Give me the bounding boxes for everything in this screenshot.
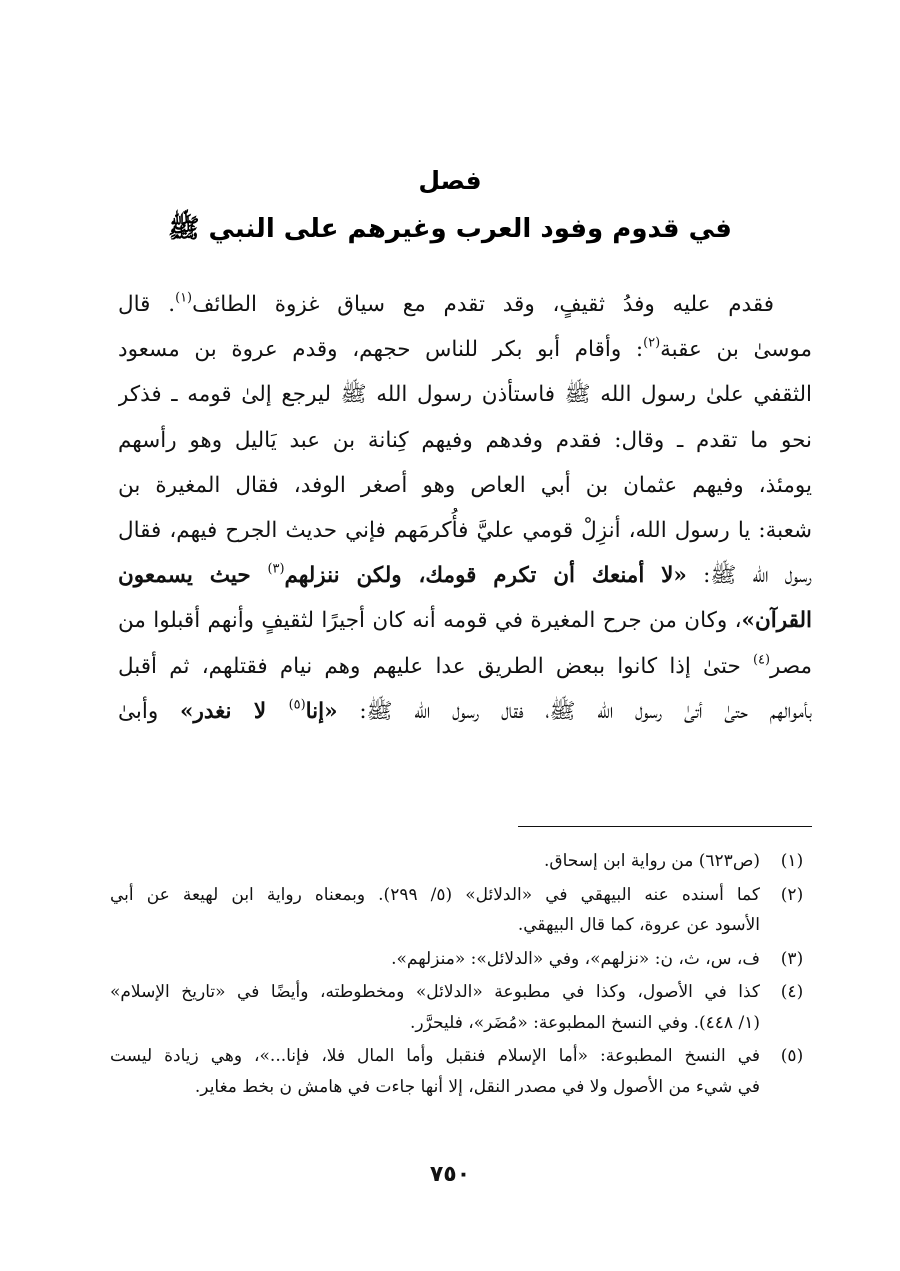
body-line: يومئذ، وفيهم عثمان بن أبي العاص وهو أصغر الوفد، فقال المغيرة بن	[118, 472, 812, 498]
footnote-number: (١)	[780, 851, 804, 871]
body-line: الثقفي علىٰ رسول الله ﷺ فاستأذن رسول الله ﷺ ليرجع إلىٰ قومه ـ فذكر	[118, 382, 812, 408]
footnote-number: (٥)	[780, 1046, 804, 1066]
body-line: بأموالهم حتىٰ أتىٰ رسول الله ﷺ، فقال رسول الله ﷺ: «إنا$^{(٥)}$ لا نغدر» وأبىٰ	[118, 697, 812, 724]
body-line: القرآن»، وكان من جرح المغيرة في قومه أنه كان أجيرًا لثقيفٍ وأنهم أقبلوا من	[118, 608, 812, 634]
footnote-3	[110, 944, 812, 975]
hadith-quote: «إنا	[305, 698, 338, 724]
footnotes	[110, 846, 812, 1102]
body-line: مصر$^{(٤)}$ حتىٰ إذا كانوا ببعض الطريق عدا عليهم وهم نيام فقتلهم، ثم أقبل	[118, 651, 812, 679]
hadith-quote: حيث يسمعون	[118, 563, 268, 589]
footnote-number: (٣)	[780, 948, 804, 969]
footnote-number: (٢)	[780, 884, 804, 905]
hadith-quote: «لا أمنعك أن تكرم قومك، ولكن ننزلهم	[284, 563, 687, 589]
footnote-ref[interactable]: (٢)	[643, 335, 661, 351]
footnote-separator	[518, 826, 812, 827]
footnote-ref[interactable]: (١)	[175, 290, 193, 306]
hadith-quote: لا نغدر»	[180, 698, 289, 724]
footnote-ref[interactable]: (٣)	[267, 561, 285, 577]
footnote-4	[110, 977, 812, 1038]
section-subtitle: في قدوم وفود العرب وغيرهم على النبي ﷺ	[168, 214, 732, 244]
body-paragraph	[118, 282, 812, 734]
footnote-1	[110, 846, 812, 877]
footnote-number: (٤)	[780, 982, 804, 1002]
section-title: فصل	[418, 166, 482, 195]
footnote-text: في شيء من الأصول ولا في مصدر النقل، إلا أنها جاءت في هامش ن بخط مغاير.	[194, 1076, 760, 1097]
body-line: فقدم عليه وفدُ ثقيفٍ، وقد تقدم مع سياق غزوة الطائف$^{(١)}$. قال	[118, 290, 774, 317]
page-number: ٧٥٠	[429, 1162, 471, 1187]
body-line: نحو ما تقدم ـ وقال: فقدم وفدهم وفيهم كِنانة بن عبد يَاليل وهو رأسهم	[118, 427, 812, 453]
footnote-text: كما أسنده عنه البيهقي في «الدلائل» (٥/ ٢٩٩). وبمعناه رواية ابن لهيعة عن أبي	[110, 884, 760, 905]
body-line: شعبة: يا رسول الله، أنزِلْ قومي عليَّ فأُكرمَهم فإني حديث الجرح فيهم، فقال	[118, 517, 812, 543]
footnote-text: كذا في الأصول، وكذا في مطبوعة «الدلائل» ومخطوطته، وأيضًا في «تاريخ الإسلام»	[110, 982, 760, 1002]
footnote-ref[interactable]: (٥)	[288, 697, 306, 713]
body-line: موسىٰ بن عقبة$^{(٢)}$: وأقام أبو بكر للناس حجهم، وقدم عروة بن مسعود	[118, 335, 812, 363]
footnote-text: (ص٦٢٣) من رواية ابن إسحاق.	[544, 851, 760, 871]
footnote-text: في النسخ المطبوعة: «أما الإسلام فنقبل وأما المال فلا، فإنا...»، وهي زيادة ليست	[110, 1046, 760, 1066]
body-line: رسول الله ﷺ: «لا أمنعك أن تكرم قومك، ولكن ننزلهم$^{(٣)}$ حيث يسمعون	[118, 561, 812, 589]
footnote-5	[110, 1041, 812, 1102]
footnote-text: ف، س، ث، ن: «نزلهم»، وفي «الدلائل»: «منزلهم».	[391, 948, 760, 969]
footnote-ref[interactable]: (٤)	[752, 651, 770, 667]
hadith-quote: القرآن»	[741, 608, 812, 634]
footnote-text: الأسود عن عروة، كما قال البيهقي.	[517, 915, 760, 935]
footnote-2	[110, 880, 812, 941]
footnote-text: (١/ ٤٤٨). وفي النسخ المطبوعة: «مُضَر»، فليحرَّر.	[409, 1012, 760, 1033]
